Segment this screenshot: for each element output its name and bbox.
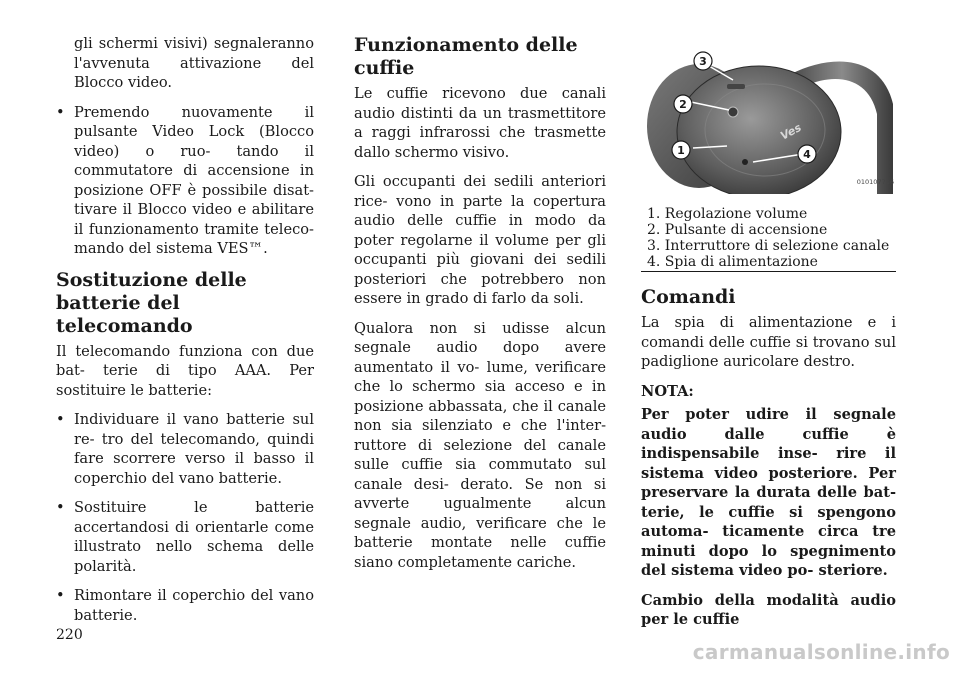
paragraph: Gli occupanti dei sedili anteriori rice- vono in parte la copertura audio delle cuffie in modo da poter regolarne il volume per gli occupanti più giovani dei sedili posteriori che potrebbero non essere in grado di farlo da soli. [354, 173, 606, 307]
bullet-glyph: • [56, 499, 65, 516]
ear-cup-shape [677, 66, 841, 194]
callout-4 [798, 145, 816, 163]
bullet-text: Rimontare il coperchio del vano batterie. [74, 587, 314, 624]
bullet-text: Premendo nuovamente il pulsante Video Lock (Blocco video) o ruo- tando il commutatore di accensione in posizione OFF è possibile disat- tivare il Blocco video e abilitare il funzionamento tramite teleco- mando del sistema VES™. [74, 103, 314, 257]
callout-1 [672, 141, 690, 159]
bullet-text: Sostituire le batterie accertandosi di orientarle come illustrato nello schema delle polarità. [74, 499, 314, 575]
channel-switch-shape [727, 84, 745, 89]
figure-caption [641, 206, 896, 272]
video-lock-list [56, 103, 314, 259]
caption-item: 2. Pulsante di accensione [647, 222, 828, 238]
power-button-shape [728, 107, 738, 117]
section-heading-batteries: Sostituzione delle batterie del telecomando [56, 268, 247, 337]
headphones-illustration [641, 44, 896, 194]
intro-continuation: gli schermi visivi) segnaleranno l'avvenuta attivazione del Blocco video. [74, 35, 314, 91]
section-heading-controls: Comandi [641, 286, 736, 308]
bullet-glyph: • [56, 411, 65, 428]
bullet-glyph: • [56, 103, 65, 121]
subheading-audio-mode: Cambio della modalità audio per le cuffie [641, 591, 896, 628]
right-column [641, 38, 896, 640]
callout-label: 1 [677, 144, 685, 157]
caption-item: 3. Interruttore di selezione canale [647, 238, 890, 254]
callout-label: 3 [699, 55, 707, 68]
power-led-shape [742, 159, 748, 165]
section-heading-headphones: Funzionamento delle cuffie [354, 34, 578, 79]
bullet-text: Individuare il vano batterie sul re- tro del telecomando, quindi fare scorrere verso il basso il coperchio del vano batterie. [74, 411, 314, 487]
batteries-intro: Il telecomando funziona con due bat- terie di tipo AAA. Per sostituire le batterie: [56, 342, 314, 399]
headphones-figure [641, 44, 896, 194]
caption-item: 1. Regolazione volume [647, 206, 808, 222]
list-item [56, 498, 314, 576]
middle-column [354, 34, 606, 582]
page-number: 220 [56, 627, 83, 643]
list-item [56, 103, 314, 259]
callout-label: 4 [803, 148, 811, 161]
ves-logo: Ves [778, 120, 804, 143]
list-item [56, 410, 314, 488]
figure-code: 010107716 [856, 178, 894, 186]
watermark: carmanualsonline.info [692, 640, 950, 664]
callout-label: 2 [679, 98, 687, 111]
callout-3 [694, 52, 712, 70]
batteries-list [56, 410, 314, 625]
caption-item: 4. Spia di alimentazione [647, 254, 818, 270]
paragraph: Le cuffie ricevono due canali audio distinti da un trasmettitore a raggi infrarossi che trasmette dallo schermo visivo. [354, 85, 606, 161]
note-label: NOTA: [641, 382, 694, 400]
controls-text: La spia di alimentazione e i comandi delle cuffie si trovano sul padiglione auricolare destro. [641, 314, 896, 370]
left-column [56, 34, 314, 635]
callout-2 [674, 95, 692, 113]
bullet-glyph: • [56, 587, 65, 604]
list-item [56, 586, 314, 625]
paragraph: Qualora non si udisse alcun segnale audio dopo avere aumentato il vo- lume, verificare che lo schermo sia acceso e in posizione abbassata, che il canale non sia silenziato e che l'inter- ruttore di selezione del canale sulle cuffie sia commutato sul canale desi- derato. Se non si avverte ugualmente alcun segnale audio, verificare che le batterie montate nelle cuffie siano completamente cariche. [354, 319, 606, 571]
note-text: Per poter udire il segnale audio dalle cuffie è indispensabile inse- rire il sistema video posteriore. Per preservare la durata delle bat- terie, le cuffie si spengono automa- ticamente circa tre minuti dopo lo spegnimento del sistema video po- steriore. [641, 406, 896, 579]
